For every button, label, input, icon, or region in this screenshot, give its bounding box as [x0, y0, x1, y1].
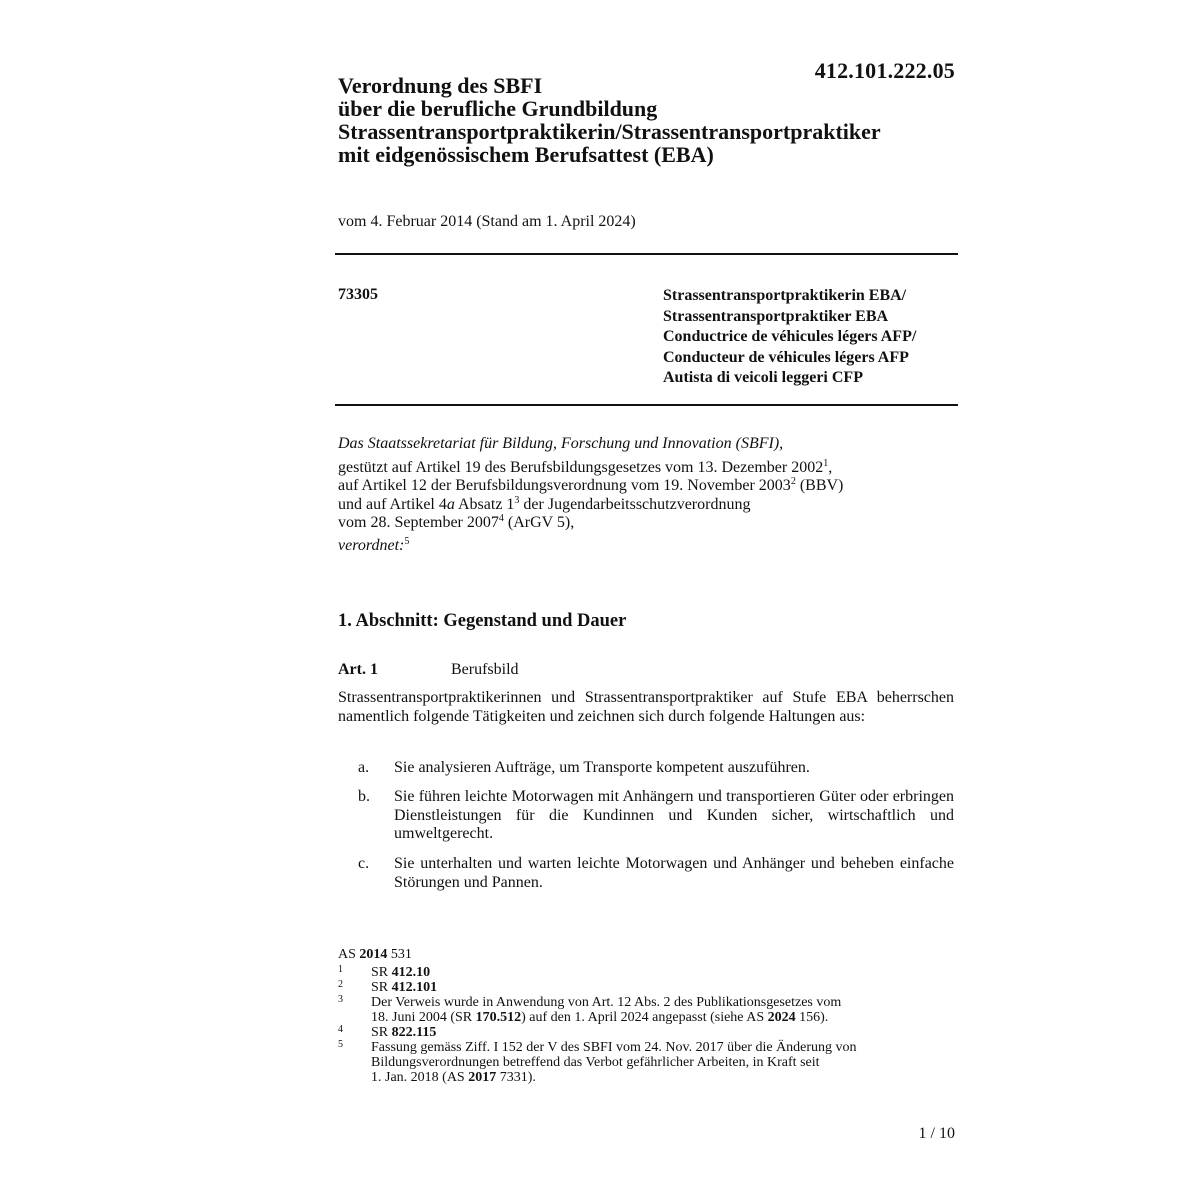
footnote-ref[interactable]: 4 — [498, 513, 504, 524]
article-intro: Strassentransportpraktikerinnen und Strassentransportpraktiker auf Stufe EBA beherrschen namentlich folgende Tätigkeiten und zeichnen sich durch folgende Haltungen aus: — [338, 689, 954, 725]
footnote: 2 SR 412.101 — [338, 979, 438, 995]
profession-name: Conductrice de véhicules légers AFP/ — [663, 328, 917, 345]
article-number: Art. 1 — [338, 661, 378, 678]
profession-names — [663, 286, 916, 389]
footnote: 1 SR 412.10 — [338, 964, 431, 980]
footnote-number: 5 — [338, 1039, 343, 1050]
profession-code: 73305 — [338, 286, 378, 303]
list-item — [338, 855, 954, 892]
list-letter: c. — [358, 855, 370, 872]
profession-name: Autista di veicoli leggeri CFP — [663, 369, 863, 386]
footnote-number: 1 — [338, 964, 343, 975]
list-text: Sie führen leichte Motorwagen mit Anhängern und transportieren Güter oder erbringen Dienstleistungen für die Kundinnen und Kunden sicher, wirtschaftlich und umweltgerecht. — [394, 788, 954, 842]
profession-name: Strassentransportpraktiker EBA — [663, 307, 889, 325]
list-letter: a. — [358, 759, 370, 776]
list-letter: b. — [358, 788, 370, 805]
article-heading — [338, 661, 519, 679]
document-title — [338, 74, 881, 166]
footnote-number: 2 — [338, 979, 343, 990]
title-line: Verordnung des SBFI — [338, 73, 543, 98]
page-number: 1 / 10 — [918, 1125, 955, 1142]
list-item — [338, 759, 954, 778]
list-item — [338, 788, 954, 844]
footnotes — [338, 947, 958, 1085]
preamble-line: gestützt auf Artikel 19 des Berufsbildungsgesetzes vom 13. Dezember 2002$^1$, — [338, 457, 833, 476]
preamble — [338, 435, 958, 555]
footnote: 4 SR 822.115 — [338, 1024, 437, 1040]
footnote-ref[interactable]: 1 — [823, 457, 829, 469]
preamble-line: vom 28. September 2007$^4$ (ArGV 5), — [338, 513, 575, 531]
as-reference: AS 2014 531 — [338, 947, 412, 962]
title-line: Strassentransportpraktikerin/Strassentransportpraktiker — [338, 119, 881, 144]
preamble-line: und auf Artikel 4a Absatz $1^3$ der Jugendarbeitsschutzverordnung — [338, 494, 751, 513]
sr-number: 412.101.222.05 — [814, 58, 955, 83]
document-date: vom 4. Februar 2014 (Stand am 1. April 2024) — [338, 213, 636, 230]
footnote-number: 4 — [338, 1024, 343, 1035]
footnote: 5 Fassung gemäss Ziff. I 152 der V des SBFI vom 24. Nov. 2017 über die Änderung von Bildungsverordnungen betreffend das Verbot gefährlicher Arbeiten, in Kraft seit 1. Jan. 2018 (AS 2017 7331). — [338, 1039, 857, 1085]
preamble-line: auf Artikel 12 der Berufsbildungsverordnung vom 19. November 2003$^2$ (BBV) — [338, 476, 844, 494]
list-text: Sie unterhalten und warten leichte Motorwagen und Anhänger und beheben einfache Störungen und Pannen. — [394, 855, 954, 891]
footnote-ref[interactable]: 3 — [514, 494, 520, 506]
list-text: Sie analysieren Aufträge, um Transporte kompetent auszuführen. — [394, 759, 810, 776]
title-line: über die berufliche Grundbildung — [338, 96, 658, 121]
top-divider — [335, 253, 958, 255]
section-heading: 1. Abschnitt: Gegenstand und Dauer — [338, 611, 627, 631]
profession-name: Strassentransportpraktikerin EBA/ — [663, 287, 907, 304]
article-title: Berufsbild — [451, 661, 519, 678]
footnote-ref[interactable]: 2 — [790, 476, 796, 487]
title-line: mit eidgenössischem Berufsattest (EBA) — [338, 142, 714, 167]
profession-name: Conducteur de véhicules légers AFP — [663, 348, 909, 366]
bottom-divider — [335, 404, 958, 406]
footnote-number: 3 — [338, 994, 343, 1005]
preamble-issuer: Das Staatssekretariat für Bildung, Forschung und Innovation (SBFI), — [338, 435, 784, 452]
footnote-ref[interactable]: 5 — [404, 535, 410, 547]
preamble-order: verordnet:$^5$ — [338, 535, 410, 554]
footnote: 3 Der Verweis wurde in Anwendung von Art. 12 Abs. 2 des Publikationsgesetzes vom 18. Juni 2004 (SR 170.512) auf den 1. April 2024 angepasst (siehe AS 2024 156). — [338, 994, 842, 1025]
